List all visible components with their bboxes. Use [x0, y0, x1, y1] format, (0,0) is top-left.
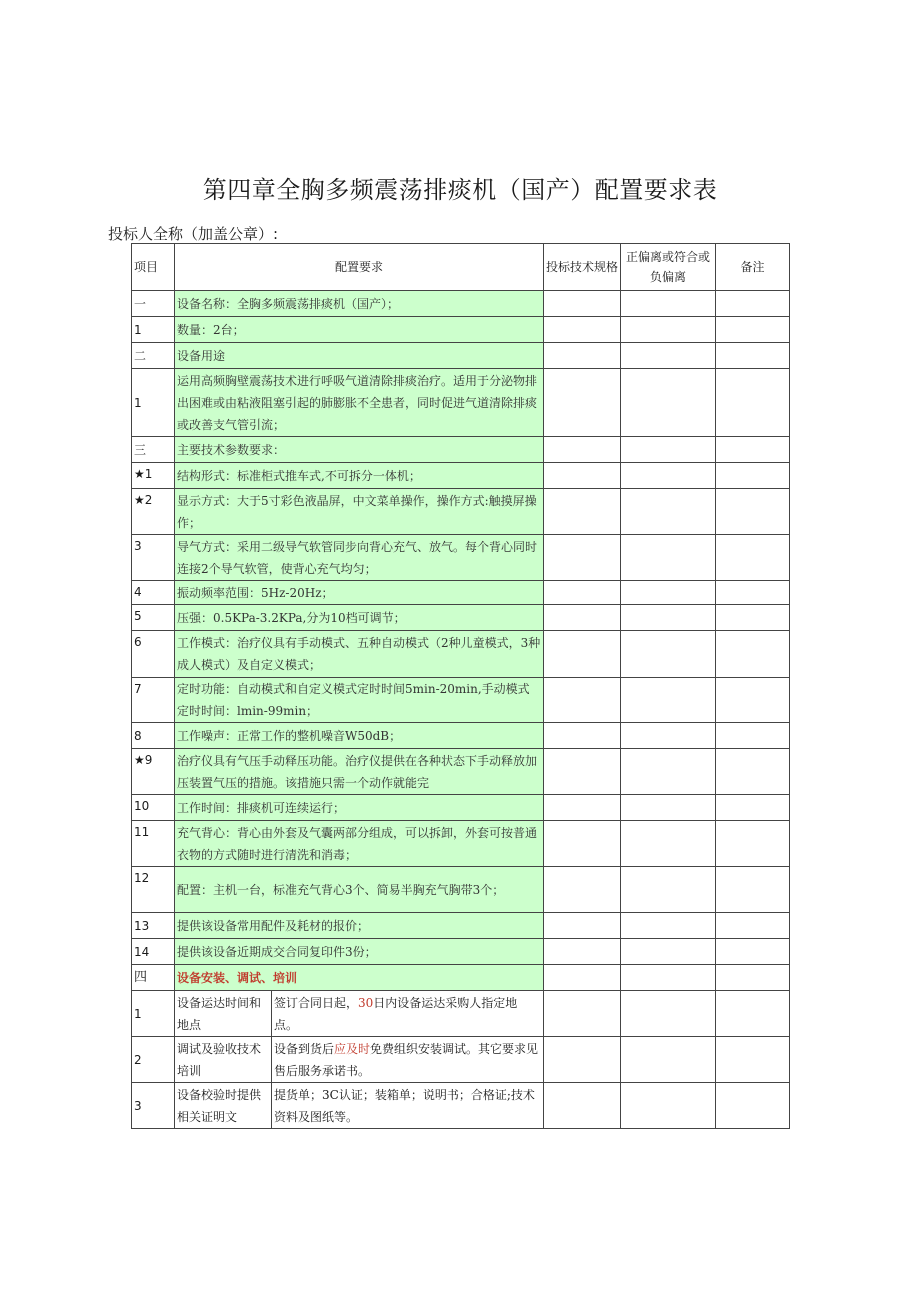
deviation-cell[interactable] — [621, 723, 716, 749]
deviation-cell[interactable] — [621, 1083, 716, 1129]
remark-cell[interactable] — [716, 291, 790, 317]
row-number: 11 — [132, 821, 175, 867]
spec-cell[interactable] — [544, 939, 621, 965]
table-row — [132, 913, 790, 939]
remark-cell[interactable] — [716, 965, 790, 991]
row-requirement: 设备名称：全胸多频震荡排痰机（国产）； — [175, 291, 544, 317]
deviation-cell[interactable] — [621, 535, 716, 581]
deviation-cell[interactable] — [621, 913, 716, 939]
header-requirement: 配置要求 — [175, 244, 544, 291]
row-number: 6 — [132, 631, 175, 678]
header-spec: 投标技术规格 — [544, 244, 621, 291]
row-number: 一 — [132, 291, 175, 317]
spec-cell[interactable] — [544, 821, 621, 867]
bidder-name-label: 投标人全称（加盖公章）: — [108, 225, 279, 243]
sub-row-requirement: 签订合同日起，30日内设备运达采购人指定地点。 — [272, 991, 544, 1037]
header-remark: 备注 — [716, 244, 790, 291]
deviation-cell[interactable] — [621, 437, 716, 463]
spec-cell[interactable] — [544, 867, 621, 913]
sub-row-label: 设备校验时提供相关证明文 — [175, 1083, 272, 1129]
table-row — [132, 1083, 790, 1129]
deviation-cell[interactable] — [621, 343, 716, 369]
remark-cell[interactable] — [716, 343, 790, 369]
remark-cell[interactable] — [716, 605, 790, 631]
row-number: 14 — [132, 939, 175, 965]
row-requirement: 设备用途 — [175, 343, 544, 369]
table-row — [132, 939, 790, 965]
remark-cell[interactable] — [716, 369, 790, 437]
deviation-cell[interactable] — [621, 821, 716, 867]
deviation-cell[interactable] — [621, 369, 716, 437]
sub-row-label: 设备运达时间和地点 — [175, 991, 272, 1037]
row-requirement: 充气背心：背心由外套及气囊两部分组成，可以拆卸，外套可按普通衣物的方式随时进行清洗和消毒； — [175, 821, 544, 867]
remark-cell[interactable] — [716, 867, 790, 913]
remark-cell[interactable] — [716, 535, 790, 581]
table-row — [132, 678, 790, 723]
remark-cell[interactable] — [716, 749, 790, 795]
row-number: ★2 — [132, 489, 175, 535]
row-requirement: 配置：主机一台，标准充气背心3个、简易半胸充气胸带3个； — [175, 867, 544, 913]
table-row — [132, 749, 790, 795]
spec-cell[interactable] — [544, 581, 621, 605]
spec-cell[interactable] — [544, 317, 621, 343]
remark-cell[interactable] — [716, 913, 790, 939]
row-number: 1 — [132, 317, 175, 343]
row-number: 四 — [132, 965, 175, 991]
requirements-table — [131, 243, 790, 1129]
section-heading-installation: 设备安装、调试、培训 — [175, 965, 544, 991]
remark-cell[interactable] — [716, 1037, 790, 1083]
highlight-text: 30 — [358, 995, 374, 1010]
row-requirement: 主要技术参数要求： — [175, 437, 544, 463]
remark-cell[interactable] — [716, 723, 790, 749]
table-row — [132, 317, 790, 343]
table-row — [132, 605, 790, 631]
remark-cell[interactable] — [716, 317, 790, 343]
remark-cell[interactable] — [716, 821, 790, 867]
table-row — [132, 631, 790, 678]
table-row — [132, 867, 790, 913]
deviation-cell[interactable] — [621, 749, 716, 795]
row-number: 12 — [132, 867, 175, 913]
row-number: 3 — [132, 1083, 175, 1129]
spec-cell[interactable] — [544, 369, 621, 437]
spec-cell[interactable] — [544, 463, 621, 489]
deviation-cell[interactable] — [621, 489, 716, 535]
deviation-cell[interactable] — [621, 317, 716, 343]
row-number: 13 — [132, 913, 175, 939]
remark-cell[interactable] — [716, 1083, 790, 1129]
spec-cell[interactable] — [544, 291, 621, 317]
spec-cell[interactable] — [544, 1037, 621, 1083]
deviation-cell[interactable] — [621, 795, 716, 821]
table-header-row — [132, 244, 790, 291]
table-row — [132, 795, 790, 821]
remark-cell[interactable] — [716, 437, 790, 463]
row-number: 1 — [132, 991, 175, 1037]
row-requirement: 定时功能：自动模式和自定义模式定时时间5min-20min,手动模式定时时间：lmin-99min； — [175, 678, 544, 723]
row-requirement: 提供该设备近期成交合同复印件3份； — [175, 939, 544, 965]
spec-cell[interactable] — [544, 678, 621, 723]
spec-cell[interactable] — [544, 343, 621, 369]
row-number: 7 — [132, 678, 175, 723]
row-requirement: 工作模式：治疗仪具有手动模式、五种自动模式（2种儿童模式，3种成人模式）及自定义模式； — [175, 631, 544, 678]
table-row — [132, 291, 790, 317]
sub-row-requirement: 设备到货后应及时免费组织安装调试。其它要求见售后服务承诺书。 — [272, 1037, 544, 1083]
deviation-cell[interactable] — [621, 605, 716, 631]
remark-cell[interactable] — [716, 939, 790, 965]
table-row — [132, 991, 790, 1037]
sub-row-requirement: 提货单；3C认证；装箱单；说明书；合格证;技术资料及图纸等。 — [272, 1083, 544, 1129]
row-requirement: 提供该设备常用配件及耗材的报价； — [175, 913, 544, 939]
table-row — [132, 343, 790, 369]
page-title: 第四章全胸多频震荡排痰机（国产）配置要求表 — [202, 176, 718, 204]
deviation-cell[interactable] — [621, 867, 716, 913]
remark-cell[interactable] — [716, 581, 790, 605]
row-number: 8 — [132, 723, 175, 749]
row-requirement: 运用高频胸壁震荡技术进行呼吸气道清除排痰治疗。适用于分泌物排出困难或由粘液阻塞引起的肺膨胀不全患者，同时促进气道清除排痰或改善支气管引流； — [175, 369, 544, 437]
table-row — [132, 723, 790, 749]
remark-cell[interactable] — [716, 631, 790, 678]
row-number: 1 — [132, 369, 175, 437]
spec-cell[interactable] — [544, 723, 621, 749]
table-row — [132, 489, 790, 535]
deviation-cell[interactable] — [621, 991, 716, 1037]
row-number: 二 — [132, 343, 175, 369]
deviation-cell[interactable] — [621, 678, 716, 723]
deviation-cell[interactable] — [621, 581, 716, 605]
spec-cell[interactable] — [544, 631, 621, 678]
row-requirement: 压强：0.5KPa-3.2KPa,分为10档可调节； — [175, 605, 544, 631]
spec-cell[interactable] — [544, 965, 621, 991]
row-requirement: 结构形式：标准柜式推车式,不可拆分一体机； — [175, 463, 544, 489]
row-number: ★9 — [132, 749, 175, 795]
spec-cell[interactable] — [544, 437, 621, 463]
row-number: 2 — [132, 1037, 175, 1083]
table-row — [132, 463, 790, 489]
spec-cell[interactable] — [544, 795, 621, 821]
row-requirement: 数量：2台； — [175, 317, 544, 343]
remark-cell[interactable] — [716, 795, 790, 821]
spec-cell[interactable] — [544, 913, 621, 939]
table-row — [132, 535, 790, 581]
deviation-cell[interactable] — [621, 631, 716, 678]
deviation-cell[interactable] — [621, 939, 716, 965]
highlight-text: 应及时 — [334, 1041, 371, 1056]
table-row — [132, 1037, 790, 1083]
remark-cell[interactable] — [716, 463, 790, 489]
deviation-cell[interactable] — [621, 1037, 716, 1083]
row-number: ★1 — [132, 463, 175, 489]
row-number: 4 — [132, 581, 175, 605]
table-row — [132, 369, 790, 437]
spec-cell[interactable] — [544, 535, 621, 581]
sub-row-label: 调试及验收技术培训 — [175, 1037, 272, 1083]
deviation-cell[interactable] — [621, 463, 716, 489]
table-row — [132, 965, 790, 991]
deviation-cell[interactable] — [621, 291, 716, 317]
spec-cell[interactable] — [544, 489, 621, 535]
row-number: 10 — [132, 795, 175, 821]
spec-cell[interactable] — [544, 749, 621, 795]
deviation-cell[interactable] — [621, 965, 716, 991]
row-requirement: 显示方式：大于5寸彩色液晶屏，中文菜单操作，操作方式:触摸屏操作； — [175, 489, 544, 535]
row-requirement: 振动频率范围：5Hz-20Hz； — [175, 581, 544, 605]
row-requirement: 工作时间：排痰机可连续运行； — [175, 795, 544, 821]
spec-cell[interactable] — [544, 1083, 621, 1129]
table-row — [132, 821, 790, 867]
row-requirement: 治疗仪具有气压手动释压功能。治疗仪提供在各种状态下手动释放加压装置气压的措施。该措施只需一个动作就能完 — [175, 749, 544, 795]
remark-cell[interactable] — [716, 991, 790, 1037]
row-number: 3 — [132, 535, 175, 581]
remark-cell[interactable] — [716, 678, 790, 723]
table-row — [132, 581, 790, 605]
row-number: 5 — [132, 605, 175, 631]
spec-cell[interactable] — [544, 991, 621, 1037]
table-row — [132, 437, 790, 463]
row-number: 三 — [132, 437, 175, 463]
header-item: 项目 — [132, 244, 175, 291]
row-requirement: 工作噪声：正常工作的整机噪音W50dB； — [175, 723, 544, 749]
row-requirement: 导气方式：采用二级导气软管同步向背心充气、放气。每个背心同时连接2个导气软管，使背心充气均匀； — [175, 535, 544, 581]
remark-cell[interactable] — [716, 489, 790, 535]
spec-cell[interactable] — [544, 605, 621, 631]
header-deviation: 正偏离或符合或负偏离 — [621, 244, 716, 291]
